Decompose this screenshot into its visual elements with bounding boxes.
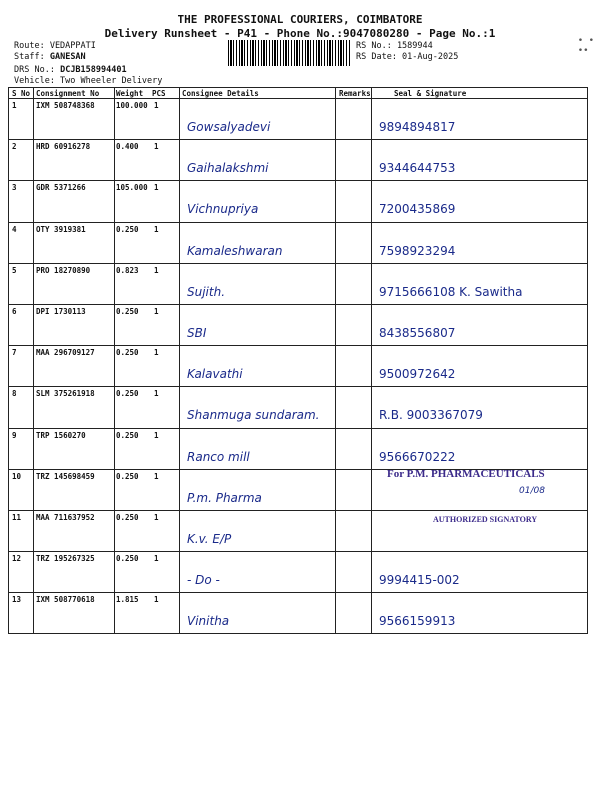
rs-date: RS Date: 01-Aug-2025 [356, 52, 459, 62]
row-consignment: PRO 18270890 [36, 265, 91, 275]
row-sno: 10 [12, 471, 22, 481]
row-sno: 3 [12, 183, 17, 193]
drs-number: DRS No.: DCJB158994401 [14, 65, 127, 75]
row-weight: 0.250 [116, 348, 139, 358]
staff: Staff: GANESAN [14, 52, 86, 62]
row-weight: 0.250 [116, 307, 139, 316]
row-pcs: 1 [154, 471, 159, 481]
row-sno: 6 [12, 307, 17, 316]
vehicle: Vehicle: Two Wheeler Delivery [14, 76, 163, 86]
row-signature: R.B. 9003367079 [379, 408, 483, 423]
stamp-company: For P.M. PHARMACEUTICALS [387, 468, 545, 480]
row-consignment: TRZ 195267325 [36, 554, 95, 564]
row-consignee-name: Kamaleshwaran [187, 243, 283, 258]
row-signature: 9894894817 [379, 120, 456, 134]
meta-right [356, 41, 458, 63]
runsheet-title: THE PROFESSIONAL COURIERS, COIMBATORE [177, 13, 423, 26]
col-consignment: Consignment No [36, 89, 100, 98]
row-consignee-name: Shanmuga sundaram. [187, 408, 320, 423]
runsheet-table [8, 87, 588, 634]
row-consignment: HRD 60916278 [36, 142, 91, 152]
row-consignment: OTY 3919381 [36, 224, 86, 234]
row-weight: 0.823 [116, 265, 139, 275]
row-consignee-name: P.m. Pharma [187, 490, 262, 505]
row-signature: 7598923294 [379, 243, 456, 258]
row-pcs: 1 [154, 224, 159, 234]
row-weight: 100.000 [116, 101, 148, 110]
row-consignment: TRZ 145698459 [36, 471, 95, 481]
row-pcs: 1 [154, 101, 159, 110]
row-consignee-name: Ranco mill [187, 449, 250, 464]
row-consignment: MAA 711637952 [36, 513, 95, 522]
row-weight: 0.250 [116, 389, 139, 399]
row-consignee-name: Kalavathi [187, 367, 243, 382]
col-sno: S No [12, 89, 31, 98]
row-consignee-name: K.v. E/P [187, 532, 232, 546]
route: Route: VEDAPPATI [14, 41, 96, 51]
row-consignment: MAA 296709127 [36, 348, 95, 358]
rs-number: RS No.: 1589944 [356, 41, 433, 51]
row-pcs: 1 [154, 554, 159, 564]
row-weight: 0.250 [116, 430, 139, 440]
scan-marks: • • •• [577, 36, 594, 56]
row-sno: 1 [12, 101, 17, 110]
row-consignment: SLM 375261918 [36, 389, 95, 399]
row-consignee-name: Gaihalakshmi [187, 161, 269, 176]
row-consignment: IXM 508770618 [36, 595, 95, 605]
row-signature: 9566159913 [379, 614, 456, 629]
row-signature: 7200435869 [379, 202, 456, 217]
row-consignee-name: Vinitha [187, 614, 230, 629]
row-sno: 2 [12, 142, 17, 152]
col-remarks: Remarks [339, 89, 371, 98]
row-weight: 0.250 [116, 513, 139, 522]
runsheet-subtitle: Delivery Runsheet - P41 - Phone No.:9047080280 - Page No.:1 [104, 27, 496, 40]
col-pcs: PCS [152, 89, 166, 98]
row-consignee-name: SBI [187, 326, 207, 340]
row-weight: 0.400 [116, 142, 139, 152]
row-pcs: 1 [154, 142, 159, 152]
row-pcs: 1 [154, 430, 159, 440]
row-sno: 5 [12, 265, 17, 275]
row-signature: 8438556807 [379, 326, 456, 340]
row-weight: 105.000 [116, 183, 148, 193]
row-pcs: 1 [154, 389, 159, 399]
barcode [228, 40, 350, 66]
row-consignment: GDR 5371266 [36, 183, 86, 193]
row-consignee-name: Vichnupriya [187, 202, 259, 217]
row-consignee-name: Gowsalyadevi [187, 120, 271, 134]
row-weight: 1.815 [116, 595, 139, 605]
row-sno: 9 [12, 430, 17, 440]
row-consignee-name: Sujith. [187, 284, 226, 299]
row-pcs: 1 [154, 348, 159, 358]
row-weight: 0.250 [116, 554, 139, 564]
row-consignment: DPI 1730113 [36, 307, 86, 316]
col-weight: Weight [116, 89, 144, 98]
row-signature: 9715666108 K. Sawitha [379, 284, 523, 299]
row-signature: 9994415-002 [379, 573, 460, 588]
row-consignee-name: - Do - [187, 573, 220, 588]
row-signature: 9566670222 [379, 449, 456, 464]
col-signature: Seal & Signature [394, 89, 467, 98]
row-pcs: 1 [154, 595, 159, 605]
row-sno: 11 [12, 513, 22, 522]
col-consignee: Consignee Details [182, 89, 259, 98]
row-consignment: IXM 508748368 [36, 101, 95, 110]
row-weight: 0.250 [116, 471, 139, 481]
row-signature: 9500972642 [379, 367, 456, 382]
row-consignment: TRP 1560270 [36, 430, 86, 440]
row-sno: 8 [12, 389, 17, 399]
row-pcs: 1 [154, 265, 159, 275]
row-pcs: 1 [154, 513, 159, 522]
row-pcs: 1 [154, 183, 159, 193]
row-weight: 0.250 [116, 224, 139, 234]
row-sno: 12 [12, 554, 22, 564]
row-signature: 9344644753 [379, 161, 456, 176]
stamp-date: 01/08 [519, 486, 545, 496]
meta-left [14, 41, 162, 87]
row-sno: 4 [12, 224, 17, 234]
stamp-authorized: AUTHORIZED SIGNATORY [433, 515, 538, 524]
row-sno: 13 [12, 595, 22, 605]
row-sno: 7 [12, 348, 17, 358]
row-pcs: 1 [154, 307, 159, 316]
